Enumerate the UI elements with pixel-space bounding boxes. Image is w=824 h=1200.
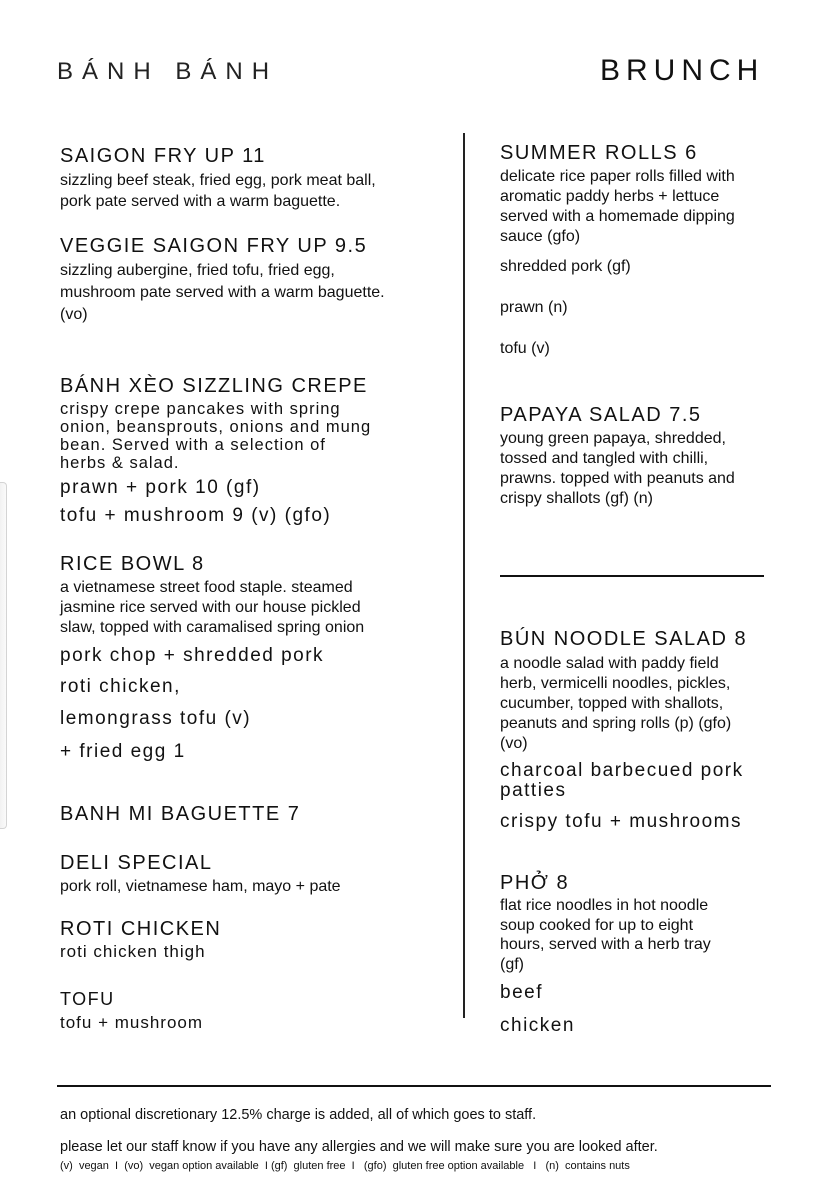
item-option: patties: [500, 780, 567, 801]
restaurant-logo: BÁNH BÁNH: [57, 58, 279, 85]
column-divider: [463, 133, 465, 1018]
page-edge-shadow: [0, 482, 7, 829]
item-option: tofu (v): [500, 340, 550, 357]
item-desc-line: (gf): [500, 956, 524, 973]
item-desc-line: onion, beansprouts, onions and mung: [60, 418, 372, 436]
item-desc-line: herbs & salad.: [60, 454, 180, 472]
item-desc-line: crispy crepe pancakes with spring: [60, 400, 341, 418]
item-option: roti chicken,: [60, 676, 181, 697]
item-desc-line: served with a homemade dipping: [500, 208, 735, 225]
item-option: chicken: [500, 1015, 575, 1036]
item-desc-line: a vietnamese street food staple. steamed: [60, 579, 353, 596]
item-desc-line: sauce (gfo): [500, 228, 581, 245]
menu-title: BRUNCH: [600, 54, 765, 87]
allergy-note: please let our staff know if you have any allergies and we will make sure you are looked after.: [60, 1139, 658, 1155]
item-desc-line: sizzling beef steak, fried egg, pork meat ball,: [60, 172, 376, 189]
item-desc-line: roti chicken thigh: [60, 942, 206, 961]
item-desc-line: tossed and tangled with chilli,: [500, 450, 709, 467]
item-desc-line: sizzling aubergine, fried tofu, fried egg,: [60, 262, 335, 279]
item-option: prawn (n): [500, 299, 568, 316]
item-desc-line: cucumber, topped with shallots,: [500, 695, 724, 712]
footer-divider: [57, 1085, 771, 1087]
item-desc-line: herb, vermicelli noodles, pickles,: [500, 675, 731, 692]
item-heading-veggie-saigon: VEGGIE SAIGON FRY UP 9.5: [60, 235, 368, 257]
item-desc-line: tofu + mushroom: [60, 1013, 204, 1032]
item-desc-line: flat rice noodles in hot noodle: [500, 897, 709, 914]
item-option: beef: [500, 982, 543, 1003]
service-charge-note: an optional discretionary 12.5% charge is added, all of which goes to staff.: [60, 1107, 537, 1123]
item-heading-banh-xeo: BÁNH XÈO SIZZLING CREPE: [60, 375, 368, 397]
item-desc-line: a noodle salad with paddy field: [500, 655, 719, 672]
item-desc-line: peanuts and spring rolls (p) (gfo): [500, 715, 732, 732]
item-desc-line: bean. Served with a selection of: [60, 436, 326, 454]
item-desc-line: slaw, topped with caramalised spring onion: [60, 619, 365, 636]
dietary-key: (v) vegan I (vo) vegan option available I (gf) gluten free I (gfo) gluten free option available I (n) contains nuts: [60, 1160, 630, 1172]
item-desc-line: prawns. topped with peanuts and: [500, 470, 735, 487]
item-desc-line: crispy shallots (gf) (n): [500, 490, 653, 507]
item-option: + fried egg 1: [60, 741, 186, 762]
item-option: shredded pork (gf): [500, 258, 631, 275]
item-heading-bun-noodle-salad: BÚN NOODLE SALAD 8: [500, 628, 748, 650]
item-desc-line: mushroom pate served with a warm baguette.: [60, 284, 385, 301]
item-heading-tofu: TOFU: [60, 989, 115, 1009]
item-heading-saigon-fry-up: SAIGON FRY UP 11: [60, 145, 266, 167]
item-desc-line: (vo): [60, 306, 88, 323]
item-desc-line: young green papaya, shredded,: [500, 430, 726, 447]
item-heading-summer-rolls: SUMMER ROLLS 6: [500, 142, 698, 164]
item-desc-line: aromatic paddy herbs + lettuce: [500, 188, 720, 205]
item-heading-roti-chicken: ROTI CHICKEN: [60, 918, 222, 940]
item-desc-line: soup cooked for up to eight: [500, 917, 694, 934]
item-option: pork chop + shredded pork: [60, 645, 325, 666]
item-heading-banh-mi: BANH MI BAGUETTE 7: [60, 803, 301, 825]
item-option: crispy tofu + mushrooms: [500, 811, 742, 832]
item-heading-rice-bowl: RICE BOWL 8: [60, 553, 205, 575]
item-option: charcoal barbecued pork: [500, 760, 744, 781]
item-desc-line: hours, served with a herb tray: [500, 936, 711, 953]
item-desc-line: pork pate served with a warm baguette.: [60, 193, 341, 210]
item-option: tofu + mushroom 9 (v) (gfo): [60, 505, 332, 526]
section-divider: [500, 575, 764, 577]
item-option: prawn + pork 10 (gf): [60, 477, 261, 498]
item-heading-deli-special: DELI SPECIAL: [60, 852, 213, 874]
item-heading-pho: PHỞ 8: [500, 872, 570, 894]
item-desc-line: jasmine rice served with our house pickled: [60, 599, 361, 616]
item-option: lemongrass tofu (v): [60, 708, 252, 729]
item-desc-line: (vo): [500, 735, 528, 752]
item-desc-line: delicate rice paper rolls filled with: [500, 168, 735, 185]
item-heading-papaya-salad: PAPAYA SALAD 7.5: [500, 404, 702, 426]
item-desc-line: pork roll, vietnamese ham, mayo + pate: [60, 878, 341, 895]
